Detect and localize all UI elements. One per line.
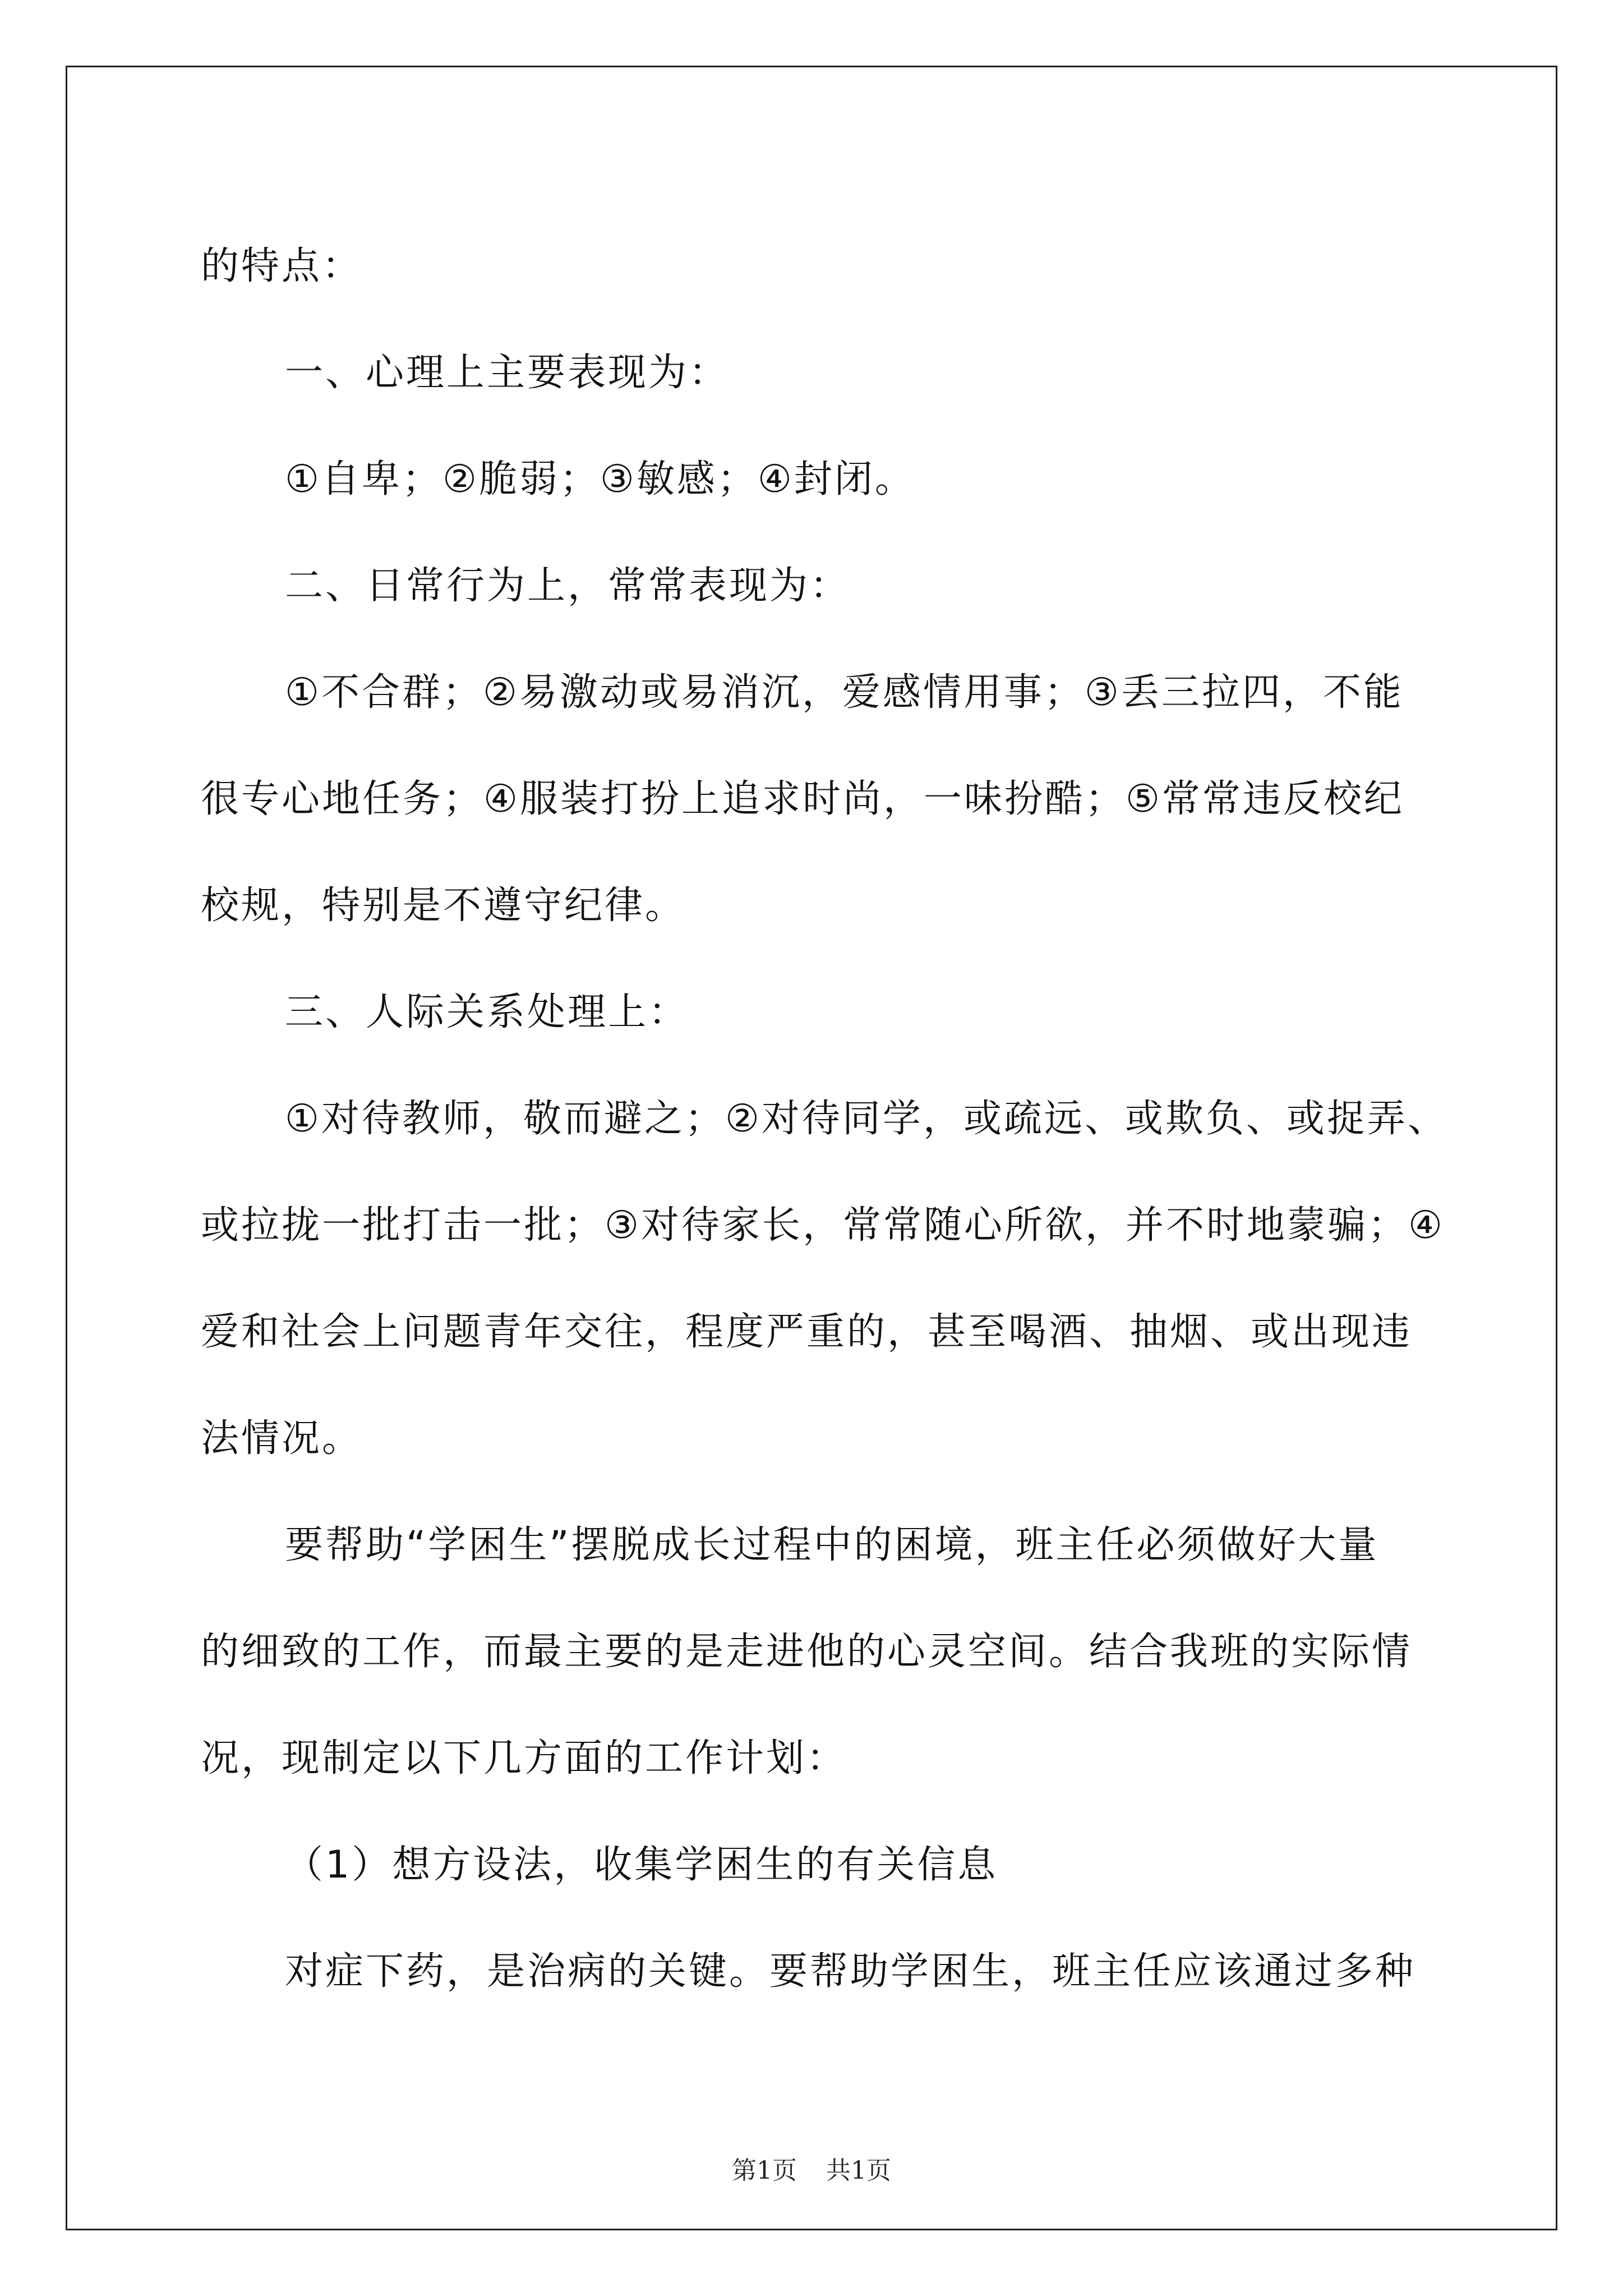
text-line: 要帮助“学困生”摆脱成长过程中的困境，班主任必须做好大量 [285,1523,1379,1567]
document-body [201,213,1448,2025]
section-heading: 二、日常行为上，常常表现为： [285,564,851,608]
text-line: 校规，特别是不遵守纪律。 [201,884,686,928]
subsection-heading: （1）想方设法，收集学困生的有关信息 [285,1843,998,1887]
section-heading: 三、人际关系处理上： [285,990,689,1034]
text-line: 况，现制定以下几方面的工作计划： [201,1736,847,1780]
text-line: 爱和社会上问题青年交往，程度严重的，甚至喝酒、抽烟、或出现违 [201,1310,1413,1354]
text-line: ①自卑；②脆弱；③敏感；④封闭。 [285,457,915,501]
text-line: ①对待教师，敬而避之；②对待同学，或疏远、或欺负、或捉弄、 [285,1097,1448,1141]
text-line: 或拉拢一批打击一批；③对待家长，常常随心所欲，并不时地蒙骗；④ [201,1203,1445,1248]
text-line: 的特点： [201,244,363,288]
page-total: 共1页 [826,2156,891,2185]
text-line: 很专心地任务；④服装打扮上追求时尚，一味扮酷；⑤常常违反校纪 [201,777,1404,821]
text-line: 法情况。 [201,1416,363,1461]
section-heading: 一、心理上主要表现为： [285,351,730,395]
page-number: 第1页 [732,2156,797,2185]
text-line: ①不合群；②易激动或易消沉，爱感情用事；③丢三拉四，不能 [285,670,1404,715]
text-line: 对症下药，是治病的关键。要帮助学困生，班主任应该通过多种 [285,1949,1416,1994]
page-footer [0,2154,1623,2188]
text-line: 的细致的工作，而最主要的是走进他的心灵空间。结合我班的实际情 [201,1630,1413,1674]
